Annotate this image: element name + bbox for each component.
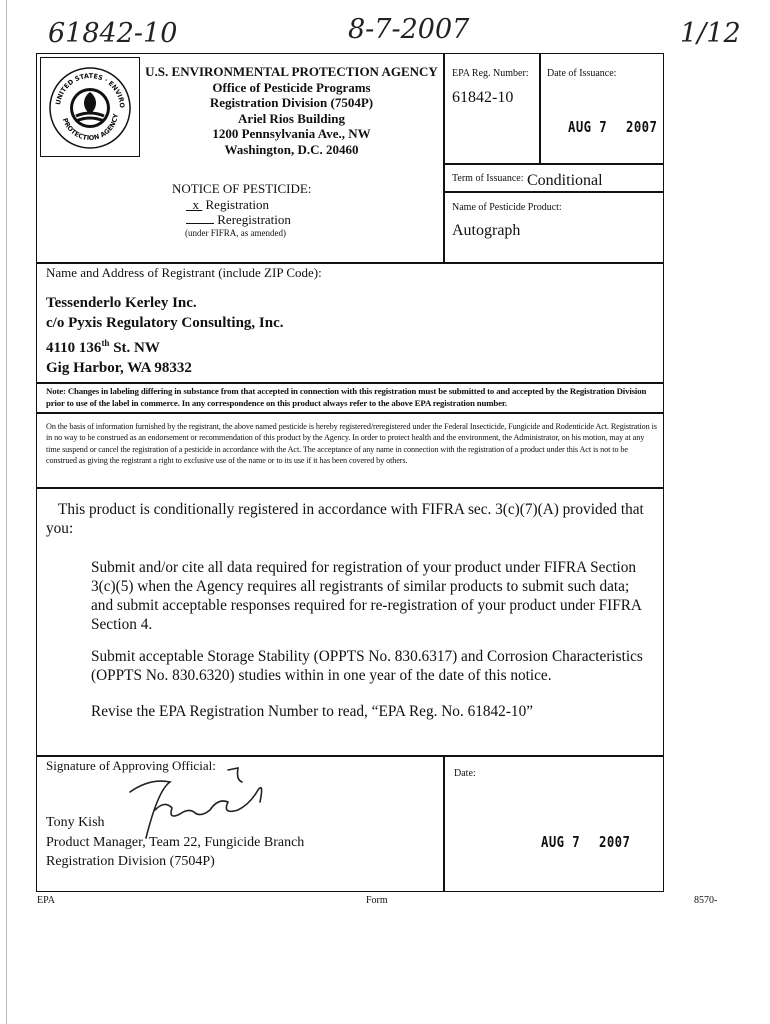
term-top-rule	[443, 163, 664, 165]
notice-reregistration	[186, 212, 291, 228]
date-stamp-month: AUG 7	[541, 833, 581, 851]
scan-edge	[6, 0, 7, 1024]
agency-header	[140, 64, 443, 157]
epa-seal-icon	[48, 66, 132, 150]
agency-street: 1200 Pennsylvania Ave., NW	[212, 126, 371, 141]
handwritten-file-number: 61842-10	[48, 18, 178, 49]
notice-title: NOTICE OF PESTICIDE:	[172, 181, 312, 196]
registration-checkmark: x	[192, 197, 199, 212]
basis-top-rule	[36, 412, 664, 414]
official-division: Registration Division (7504P)	[46, 854, 215, 869]
reregistration-label: Reregistration	[217, 212, 291, 227]
registrant-line3: 4110 136th St. NW	[46, 338, 160, 356]
date-label: Date:	[454, 768, 476, 779]
approving-official	[46, 813, 304, 872]
condition-item-3: Revise the EPA Registration Number to read, “EPA Reg. No. 61842-10”	[91, 703, 534, 720]
agency-name: U.S. ENVIRONMENTAL PROTECTION AGENCY	[145, 64, 438, 79]
handwritten-date: 8-7-2007	[348, 14, 470, 45]
header-divider	[443, 53, 445, 263]
agency-building: Ariel Rios Building	[238, 110, 345, 126]
epa-seal	[48, 66, 132, 150]
note-top-rule	[36, 382, 664, 384]
product-label: Name of Pesticide Product:	[452, 202, 562, 213]
term-value: Conditional	[527, 172, 603, 189]
date-divider	[443, 755, 445, 892]
condition-item-2: Submit acceptable Storage Stability (OPPTS No. 830.6317) and Corrosion Characteristics (OPPTS No. 830.6320) studies within in one year of the date of this notice.	[91, 648, 643, 684]
issuance-stamp-year: 2007	[626, 118, 658, 136]
registrant-address	[46, 293, 284, 378]
registrant-top-rule	[36, 262, 664, 264]
notice-registration	[186, 197, 269, 213]
registrant-label: Name and Address of Registrant (include ZIP Code):	[46, 265, 322, 280]
reg-number-label: EPA Reg. Number:	[452, 68, 529, 79]
product-top-rule	[443, 191, 664, 193]
footer-right: 8570-	[694, 895, 718, 906]
official-title: Product Manager, Team 22, Fungicide Branch	[46, 834, 305, 850]
svg-text:PROTECTION AGENCY: PROTECTION AGENCY	[60, 113, 121, 143]
agency-office: Office of Pesticide Programs	[212, 79, 371, 95]
term-label: Term of Issuance:	[452, 173, 524, 184]
official-name: Tony Kish	[46, 815, 105, 830]
reg-number-value: 61842-10	[452, 89, 514, 106]
svg-text:UNITED STATES · ENVIRONMENTAL: UNITED STATES · ENVIRO	[54, 71, 127, 109]
footer-center: Form	[366, 895, 388, 906]
condition-item-1: Submit and/or cite all data required for registration of your product under FIFRA Section 3(c)(5) when the Agency requires all registrants of similar products to submit such data; and submit acceptable responses required for re-registration of your product under FIFRA Section 4.	[91, 559, 642, 633]
agency-city: Washington, D.C. 20460	[224, 141, 359, 157]
conditional-intro: This product is conditionally registered in accordance with FIFRA sec. 3(c)(7)(A) provided that you:	[46, 501, 644, 537]
signature-top-rule	[36, 755, 664, 757]
issuance-divider	[539, 53, 541, 163]
agency-division: Registration Division (7504P)	[209, 95, 374, 110]
product-value: Autograph	[452, 222, 521, 239]
registration-label: Registration	[205, 197, 270, 212]
registrant-line1: Tessenderlo Kerley Inc.	[46, 295, 197, 311]
fifra-note: (under FIFRA, as amended)	[185, 228, 286, 238]
basis-paragraph: On the basis of information furnished by the registrant, the above named pesticide is hereby registered/reregistered under the Federal Insecticide, Fungicide and Rodenticide Act. Registration is in no way to be construed as an endorsement or recommendation of this product by the Agency. In order to protect health and the environment, the Administrator, on his motion, may at any time suspend or cancel the registration of a pesticide in accordance with the Act. The acceptance of any name in connection with the registration of a product under this Act is not to be construed as giving the registrant a right to exclusive use of the name or to its use if it has been covered by others.	[46, 422, 657, 466]
registrant-line4: Gig Harbor, WA 98332	[46, 360, 192, 376]
body-top-rule	[36, 487, 664, 489]
footer-left: EPA	[37, 895, 55, 906]
registrant-line2: c/o Pyxis Regulatory Consulting, Inc.	[46, 315, 284, 331]
labeling-note: Note: Changes in labeling differing in substance from that accepted in connection with this registration must be submitted to and accepted by the Registration Division prior to use of the label in commerce. In any correspondence on this product always refer to the above EPA registration number.	[46, 386, 647, 408]
issuance-label: Date of Issuance:	[547, 68, 617, 79]
handwritten-page-count: 1/12	[680, 18, 741, 49]
issuance-stamp-month: AUG 7	[568, 118, 608, 136]
date-stamp-year: 2007	[599, 833, 631, 851]
signature-label: Signature of Approving Official:	[46, 758, 216, 773]
